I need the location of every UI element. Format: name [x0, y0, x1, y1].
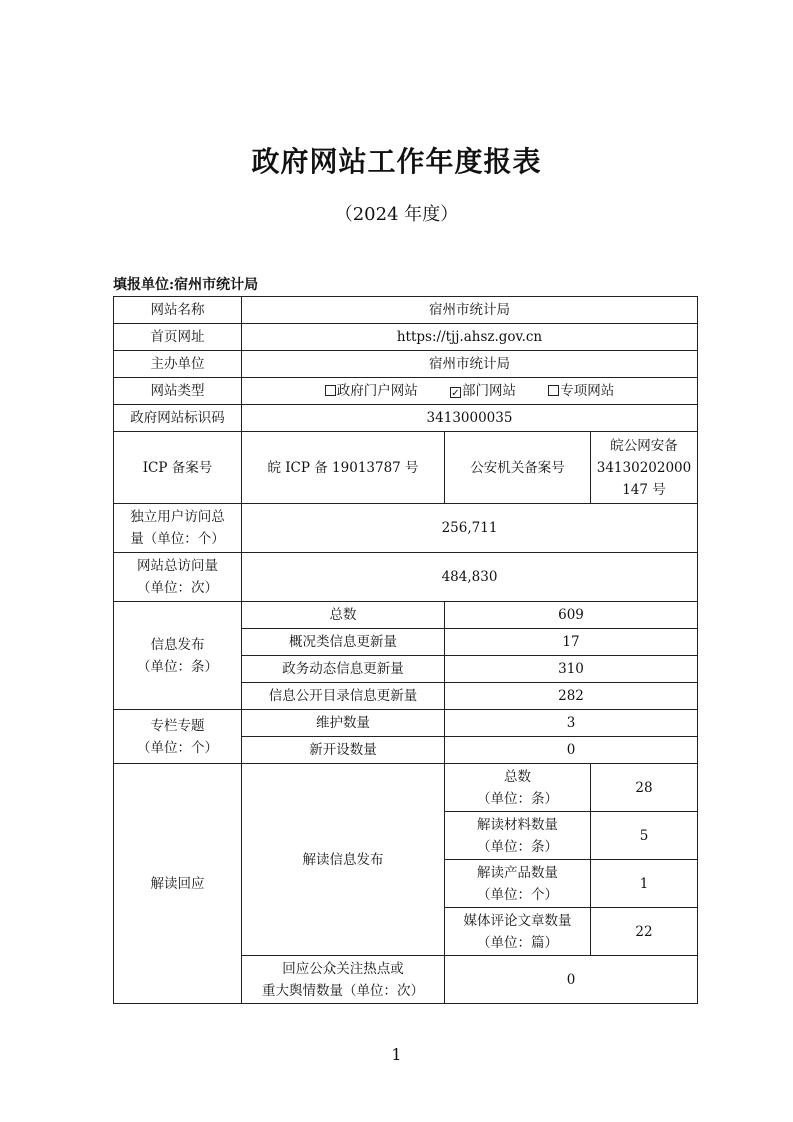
site-type-option-label: 部门网站 [462, 383, 516, 399]
page-number: 1 [391, 1045, 402, 1064]
site-name-label: 网站名称 [114, 297, 242, 324]
reporting-unit [113, 274, 258, 294]
report-table [113, 296, 698, 1004]
column-row-value: 3 [445, 710, 698, 737]
interp-row-label-line: （单位：个） [477, 886, 558, 903]
column-topics-label-line: （单位：个） [137, 739, 218, 756]
column-row-label: 新开设数量 [242, 737, 445, 764]
interp-row-label-line: 解读材料数量 [477, 816, 558, 833]
site-type-option-label: 政府门户网站 [336, 383, 418, 399]
interpretation-label: 解读回应 [114, 764, 242, 1004]
site-type-option-special[interactable] [548, 380, 614, 402]
row-info-total [114, 602, 698, 629]
interp-row-value: 22 [591, 908, 698, 956]
police-value-line: 皖公网安备 [610, 437, 678, 454]
icp-value: 皖 ICP 备 19013787 号 [242, 432, 445, 504]
site-code-value: 3413000035 [242, 405, 698, 432]
checkbox-icon[interactable] [548, 385, 559, 396]
info-row-label: 总数 [242, 602, 445, 629]
info-row-value: 282 [445, 683, 698, 710]
interp-row-label [445, 764, 591, 812]
column-topics-label-line: 专栏专题 [150, 717, 205, 734]
response-label-line: 重大舆情数量（单位：次） [262, 982, 424, 999]
interp-row-label-line: 总数 [504, 768, 531, 785]
info-row-value: 310 [445, 656, 698, 683]
unique-visitors-value: 256,711 [242, 504, 698, 553]
info-publish-label [114, 602, 242, 710]
site-type-options [242, 378, 698, 405]
column-row-value: 0 [445, 737, 698, 764]
page-views-label-line: （单位：次） [137, 580, 218, 596]
row-column-maintained [114, 710, 698, 737]
interp-row-label [445, 860, 591, 908]
police-value [591, 432, 698, 504]
site-type-label: 网站类型 [114, 378, 242, 405]
reporting-unit-value: 宿州市统计局 [174, 277, 259, 293]
row-interp-total [114, 764, 698, 812]
row-sponsor [114, 351, 698, 378]
page-views-label [114, 553, 242, 602]
row-site-type [114, 378, 698, 405]
row-site-name [114, 297, 698, 324]
info-row-label: 信息公开目录信息更新量 [242, 683, 445, 710]
interp-row-label-line: 解读产品数量 [477, 864, 558, 881]
row-page-views [114, 553, 698, 602]
column-topics-label [114, 710, 242, 764]
interp-row-label-line: 媒体评论文章数量 [463, 912, 572, 929]
checkbox-icon[interactable] [325, 385, 336, 396]
homepage-label: 首页网址 [114, 324, 242, 351]
site-type-option-portal[interactable] [325, 380, 418, 402]
unique-visitors-label [114, 504, 242, 553]
police-label: 公安机关备案号 [445, 432, 591, 504]
police-value-line: 34130202000 [596, 459, 692, 476]
homepage-value: https://tjj.ahsz.gov.cn [242, 324, 698, 351]
info-row-label: 概况类信息更新量 [242, 629, 445, 656]
row-icp [114, 432, 698, 504]
checkbox-checked-icon[interactable]: ✓ [451, 388, 460, 399]
interp-row-label [445, 908, 591, 956]
site-code-label: 政府网站标识码 [114, 405, 242, 432]
interp-row-label-line: （单位：篇） [477, 934, 558, 951]
sponsor-label: 主办单位 [114, 351, 242, 378]
interp-row-label [445, 812, 591, 860]
response-value: 0 [445, 956, 698, 1004]
row-homepage [114, 324, 698, 351]
info-row-label: 政务动态信息更新量 [242, 656, 445, 683]
reporting-unit-label: 填报单位: [113, 277, 175, 293]
report-title: 政府网站工作年度报表 [251, 145, 542, 178]
interp-row-value: 5 [591, 812, 698, 860]
interp-row-label-line: （单位：条） [477, 838, 558, 855]
police-value-line: 147 号 [622, 481, 666, 498]
report-year: （2024 年度） [334, 204, 459, 225]
unique-visitors-label-line: 独立用户访问总 [130, 509, 225, 525]
interpretation-publish-label: 解读信息发布 [242, 764, 445, 956]
row-site-code [114, 405, 698, 432]
site-type-option-label: 专项网站 [560, 383, 615, 399]
column-row-label: 维护数量 [242, 710, 445, 737]
response-label [242, 956, 445, 1004]
info-publish-label-line: 信息发布 [150, 636, 205, 653]
site-type-option-department[interactable] [450, 380, 516, 402]
info-publish-label-line: （单位：条） [137, 658, 218, 675]
icp-label: ICP 备案号 [114, 432, 242, 504]
response-label-line: 回应公众关注热点或 [282, 960, 404, 977]
interp-row-value: 1 [591, 860, 698, 908]
sponsor-value: 宿州市统计局 [242, 351, 698, 378]
page-views-label-line: 网站总访问量 [137, 558, 218, 574]
interp-row-label-line: （单位：条） [477, 790, 558, 807]
info-row-value: 17 [445, 629, 698, 656]
info-row-value: 609 [445, 602, 698, 629]
unique-visitors-label-line: 量（单位：个） [130, 531, 225, 547]
interp-row-value: 28 [591, 764, 698, 812]
site-name-value: 宿州市统计局 [242, 297, 698, 324]
row-unique-visitors [114, 504, 698, 553]
page-views-value: 484,830 [242, 553, 698, 602]
